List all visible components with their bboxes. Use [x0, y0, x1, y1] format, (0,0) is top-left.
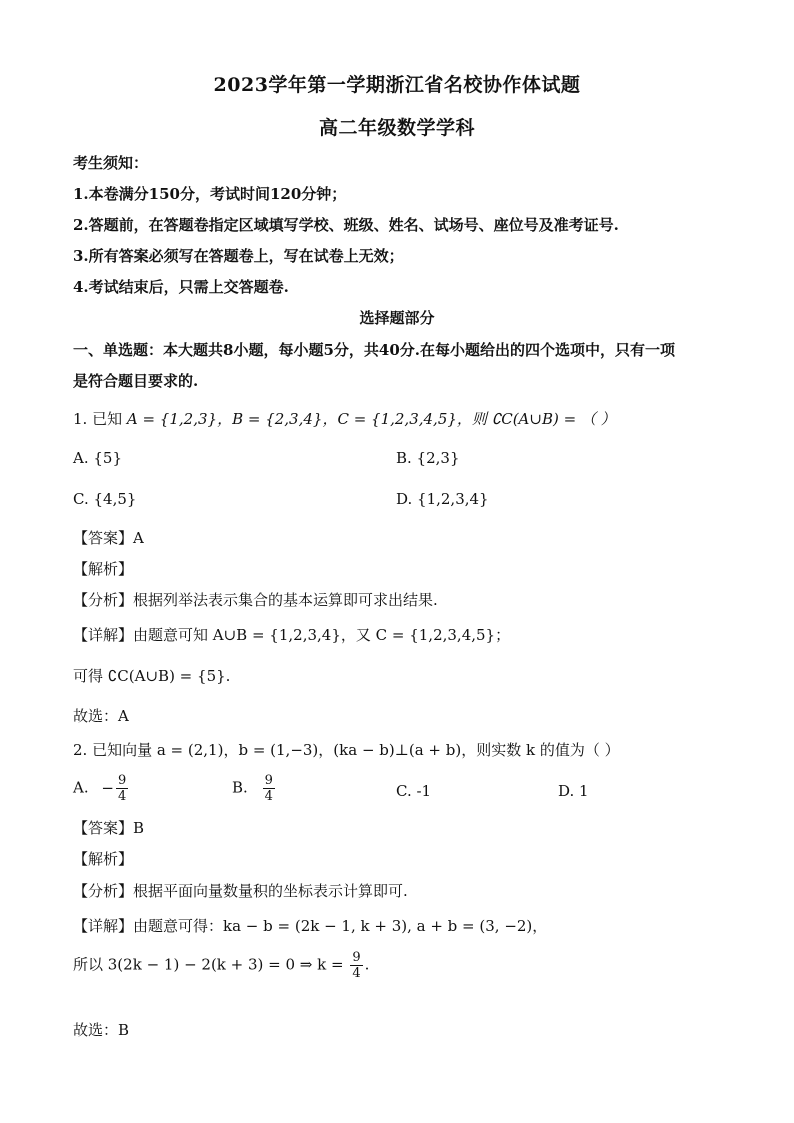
q1-fenxi: 【分析】根据列举法表示集合的基本运算即可求出结果.: [73, 591, 438, 609]
q2-option-a-label: A.: [73, 778, 89, 797]
q1-stem: [73, 408, 616, 429]
section-title: 选择题部分: [359, 309, 435, 327]
part1-instruction-line1: 一、单选题：本大题共8小题，每小题5分，共40分.在每小题给出的四个选项中，只有一项: [73, 341, 675, 359]
notice-item-3: 3.所有答案必须写在答题卷上，写在试卷上无效；: [73, 247, 404, 265]
notice-item-2: 2.答题前，在答题卷指定区域填写学校、班级、姓名、试场号、座位号及准考证号.: [73, 216, 619, 234]
q2-option-b: [232, 773, 277, 804]
q2-result-fraction: [350, 950, 362, 981]
q2-result: 所以 3(2k − 1) − 2(k + 3) = 0 ⇒ k = $\frac{9}{4}$ .: [73, 950, 370, 981]
q2-detail: 【详解】由题意可得：ka − b = (2k − 1, k + 3), a + b = (3, −2)，: [73, 917, 548, 935]
q1-stem-math: A = {1,2,3}，B = {2,3,4}，C = {1,2,3,4,5}，则 ∁C(A∪B) = （ ）: [126, 410, 616, 428]
q2-option-c: C. -1: [396, 782, 432, 800]
q2-result-denominator: 4: [352, 966, 361, 981]
q2-choice: 故选：B: [73, 1021, 130, 1039]
q1-option-b: B. {2,3}: [396, 449, 460, 467]
q1-jiexi: 【解析】: [73, 560, 134, 578]
q1-detail: 【详解】由题意可知 A∪B = {1,2,3,4}，又 C = {1,2,3,4,5}；: [73, 626, 511, 644]
q2-option-d: D. 1: [558, 782, 589, 800]
q1-stem-prefix: 1. 已知: [73, 410, 123, 428]
q2-stem: 2. 已知向量 a = (2,1)，b = (1,−3)，(ka − b)⊥(a + b)，则实数 k 的值为（ ）: [73, 741, 620, 759]
notice-item-1: 1.本卷满分150分，考试时间120分钟；: [73, 185, 347, 203]
q2-answer: 【答案】B: [73, 819, 145, 837]
q2-option-b-numerator: 9: [264, 773, 273, 788]
q1-option-c: C. {4,5}: [73, 490, 137, 508]
q2-option-a-sign: −: [101, 778, 114, 797]
q1-option-d: D. {1,2,3,4}: [396, 490, 489, 508]
q2-option-a-denominator: 4: [117, 789, 127, 804]
q2-option-b-label: B.: [232, 778, 248, 797]
notice-item-4: 4.考试结束后，只需上交答题卷.: [73, 278, 289, 296]
q2-jiexi: 【解析】: [73, 850, 134, 868]
exam-title: 2023学年第一学期浙江省名校协作体试题: [213, 74, 581, 96]
exam-subtitle: 高二年级数学学科: [318, 117, 475, 139]
q1-choice: 故选：A: [73, 707, 129, 725]
q2-option-b-denominator: 4: [264, 789, 273, 804]
q1-answer: 【答案】A: [73, 529, 144, 547]
q2-option-a-fraction: [116, 773, 128, 804]
part1-instruction-line2: 是符合题目要求的.: [73, 372, 199, 390]
notice-heading: 考生须知：: [73, 154, 149, 172]
q1-result: 可得 ∁C(A∪B) = {5}.: [73, 667, 231, 685]
q2-fenxi: 【分析】根据平面向量数量积的坐标表示计算即可.: [73, 882, 408, 900]
q1-option-a: A. {5}: [73, 449, 122, 467]
q2-option-a-numerator: 9: [117, 773, 127, 788]
q2-result-text: 所以 3(2k − 1) − 2(k + 3) = 0 ⇒ k =: [73, 955, 344, 974]
q2-option-a: [73, 773, 130, 804]
q2-option-b-fraction: [263, 773, 275, 804]
q2-result-numerator: 9: [352, 950, 361, 965]
